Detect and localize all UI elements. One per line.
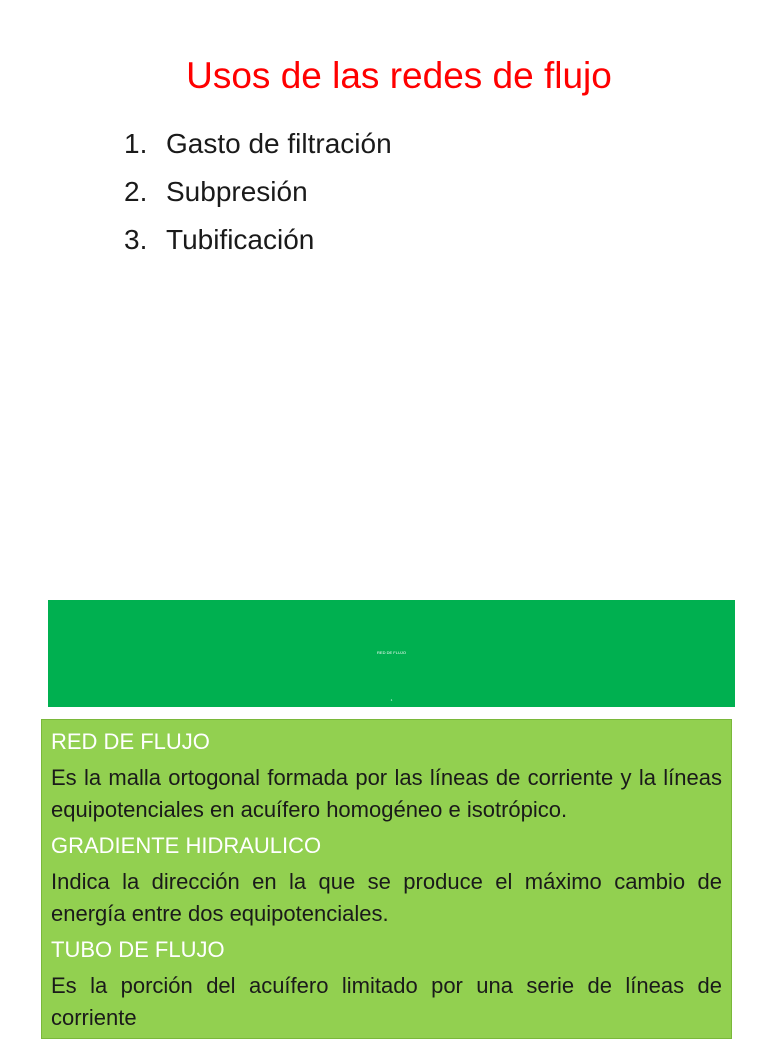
banner-caption: RED DE FLUJO: [377, 650, 406, 655]
uses-list: [124, 120, 392, 264]
list-item: [124, 216, 392, 264]
green-banner: [48, 600, 735, 707]
banner-page-mark: 1: [390, 698, 393, 702]
definition-heading: RED DE FLUJO: [51, 729, 210, 754]
definition-heading: TUBO DE FLUJO: [51, 937, 225, 962]
definitions-box: [41, 719, 732, 1039]
list-item-text: Subpresión: [166, 176, 308, 207]
list-item-text: Gasto de filtración: [166, 128, 392, 159]
list-item: [124, 120, 392, 168]
list-item-text: Tubificación: [166, 224, 315, 255]
list-item-number: 2.: [124, 176, 148, 207]
list-item-number: 3.: [124, 224, 148, 255]
slide-title: Usos de las redes de flujo: [186, 55, 612, 96]
definition-heading: GRADIENTE HIDRAULICO: [51, 833, 322, 858]
definitions-content: [42, 720, 731, 1034]
definition-text: Es la porción del acuífero limitado por una serie de líneas de corriente: [51, 973, 722, 1030]
list-item: [124, 168, 392, 216]
definition-text: Es la malla ortogonal formada por las líneas de corriente y la líneas equipotenciales en acuífero homogéneo e isotrópico.: [51, 765, 722, 822]
list-item-number: 1.: [124, 128, 148, 159]
definition-text: Indica la dirección en la que se produce el máximo cambio de energía entre dos equipotenciales.: [51, 869, 722, 926]
